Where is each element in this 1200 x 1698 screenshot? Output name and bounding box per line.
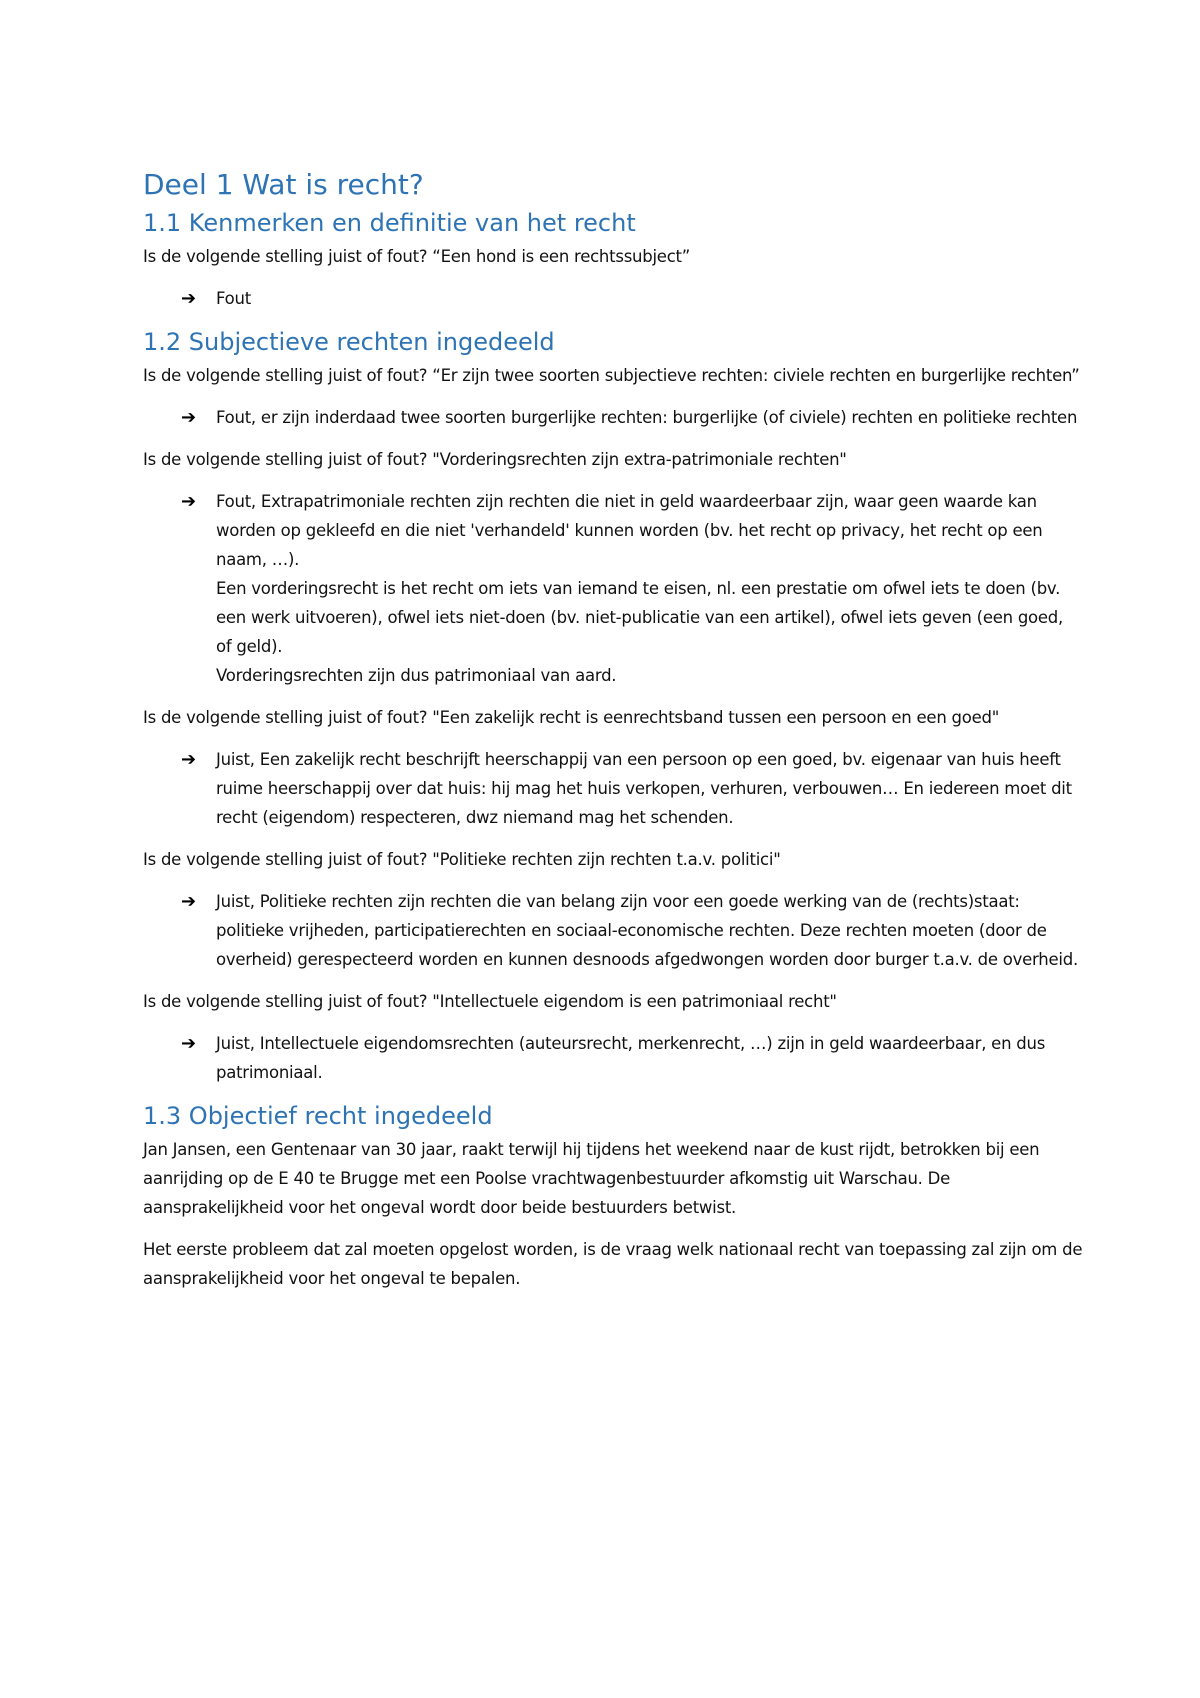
arrow-right-icon: ➔ <box>181 288 196 309</box>
arrow-right-icon: ➔ <box>181 491 196 512</box>
body-paragraph: Het eerste probleem dat zal moeten opgelost worden, is de vraag welk nationaal recht van toepassing zal zijn om de aansprakelijkheid voor het ongeval te bepalen. <box>143 1240 1083 1288</box>
answer-text: Vorderingsrechten zijn dus patrimoniaal van aard. <box>216 666 617 685</box>
question-paragraph: Is de volgende stelling juist of fout? "Een zakelijk recht is eenrechtsband tussen een persoon en een goed" <box>143 708 1000 727</box>
answer-text: Een vorderingsrecht is het recht om iets van iemand te eisen, nl. een prestatie om ofwel iets te doen (bv. een werk uitvoeren), ofwel iets niet-doen (bv. niet-publicatie van een artikel), ofwel iets geven (een goed, of geld). <box>216 579 1064 656</box>
answer-item <box>143 403 1083 432</box>
answer-item <box>143 284 1083 313</box>
answer-item <box>143 487 1083 690</box>
section-heading-1-1: 1.1 Kenmerken en definitie van het recht <box>143 209 636 237</box>
answer-text: Fout, Extrapatrimoniale rechten zijn rechten die niet in geld waardeerbaar zijn, waar geen waarde kan worden op gekleefd en die niet 'verhandeld' kunnen worden (bv. het recht op privacy, het recht op een naam, …). <box>216 492 1043 569</box>
answer-text: Juist, Een zakelijk recht beschrijft heerschappij van een persoon op een goed, bv. eigenaar van huis heeft ruime heerschappij over dat huis: hij mag het huis verkopen, verhuren, verbouwen… En iedereen moet dit recht (eigendom) respecteren, dwz niemand mag het schenden. <box>216 750 1072 827</box>
arrow-right-icon: ➔ <box>181 1033 196 1054</box>
document-page <box>143 168 1083 1306</box>
arrow-right-icon: ➔ <box>181 891 196 912</box>
answer-text: Juist, Politieke rechten zijn rechten die van belang zijn voor een goede werking van de (rechts)staat: politieke vrijheden, participatierechten en sociaal-economische rechten. Deze rechten moeten (door de overheid) gerespecteerd worden en kunnen desnoods afgedwongen worden door burger t.a.v. de overheid. <box>216 892 1078 969</box>
page-title: Deel 1 Wat is recht? <box>143 168 424 201</box>
question-paragraph: Is de volgende stelling juist of fout? "Vorderingsrechten zijn extra-patrimoniale rechten" <box>143 450 847 469</box>
arrow-right-icon: ➔ <box>181 407 196 428</box>
answer-item <box>143 1029 1083 1087</box>
question-paragraph: Is de volgende stelling juist of fout? “Een hond is een rechtssubject” <box>143 247 691 266</box>
section-heading-1-2: 1.2 Subjectieve rechten ingedeeld <box>143 328 555 356</box>
question-paragraph: Is de volgende stelling juist of fout? "Intellectuele eigendom is een patrimoniaal recht" <box>143 992 837 1011</box>
question-paragraph: Is de volgende stelling juist of fout? "Politieke rechten zijn rechten t.a.v. politici" <box>143 850 781 869</box>
answer-item <box>143 887 1083 974</box>
answer-item <box>143 745 1083 832</box>
answer-text: Juist, Intellectuele eigendomsrechten (auteursrecht, merkenrecht, …) zijn in geld waardeerbaar, en dus patrimoniaal. <box>216 1034 1046 1082</box>
answer-text: Fout <box>216 289 251 308</box>
section-heading-1-3: 1.3 Objectief recht ingedeeld <box>143 1102 493 1130</box>
question-paragraph: Is de volgende stelling juist of fout? “Er zijn twee soorten subjectieve rechten: civiele rechten en burgerlijke rechten” <box>143 366 1080 385</box>
arrow-right-icon: ➔ <box>181 749 196 770</box>
answer-text: Fout, er zijn inderdaad twee soorten burgerlijke rechten: burgerlijke (of civiele) rechten en politieke rechten <box>216 408 1078 427</box>
body-paragraph: Jan Jansen, een Gentenaar van 30 jaar, raakt terwijl hij tijdens het weekend naar de kust rijdt, betrokken bij een aanrijding op de E 40 te Brugge met een Poolse vrachtwagenbestuurder afkomstig uit Warschau. De aansprakelijkheid voor het ongeval wordt door beide bestuurders betwist. <box>143 1140 1040 1217</box>
